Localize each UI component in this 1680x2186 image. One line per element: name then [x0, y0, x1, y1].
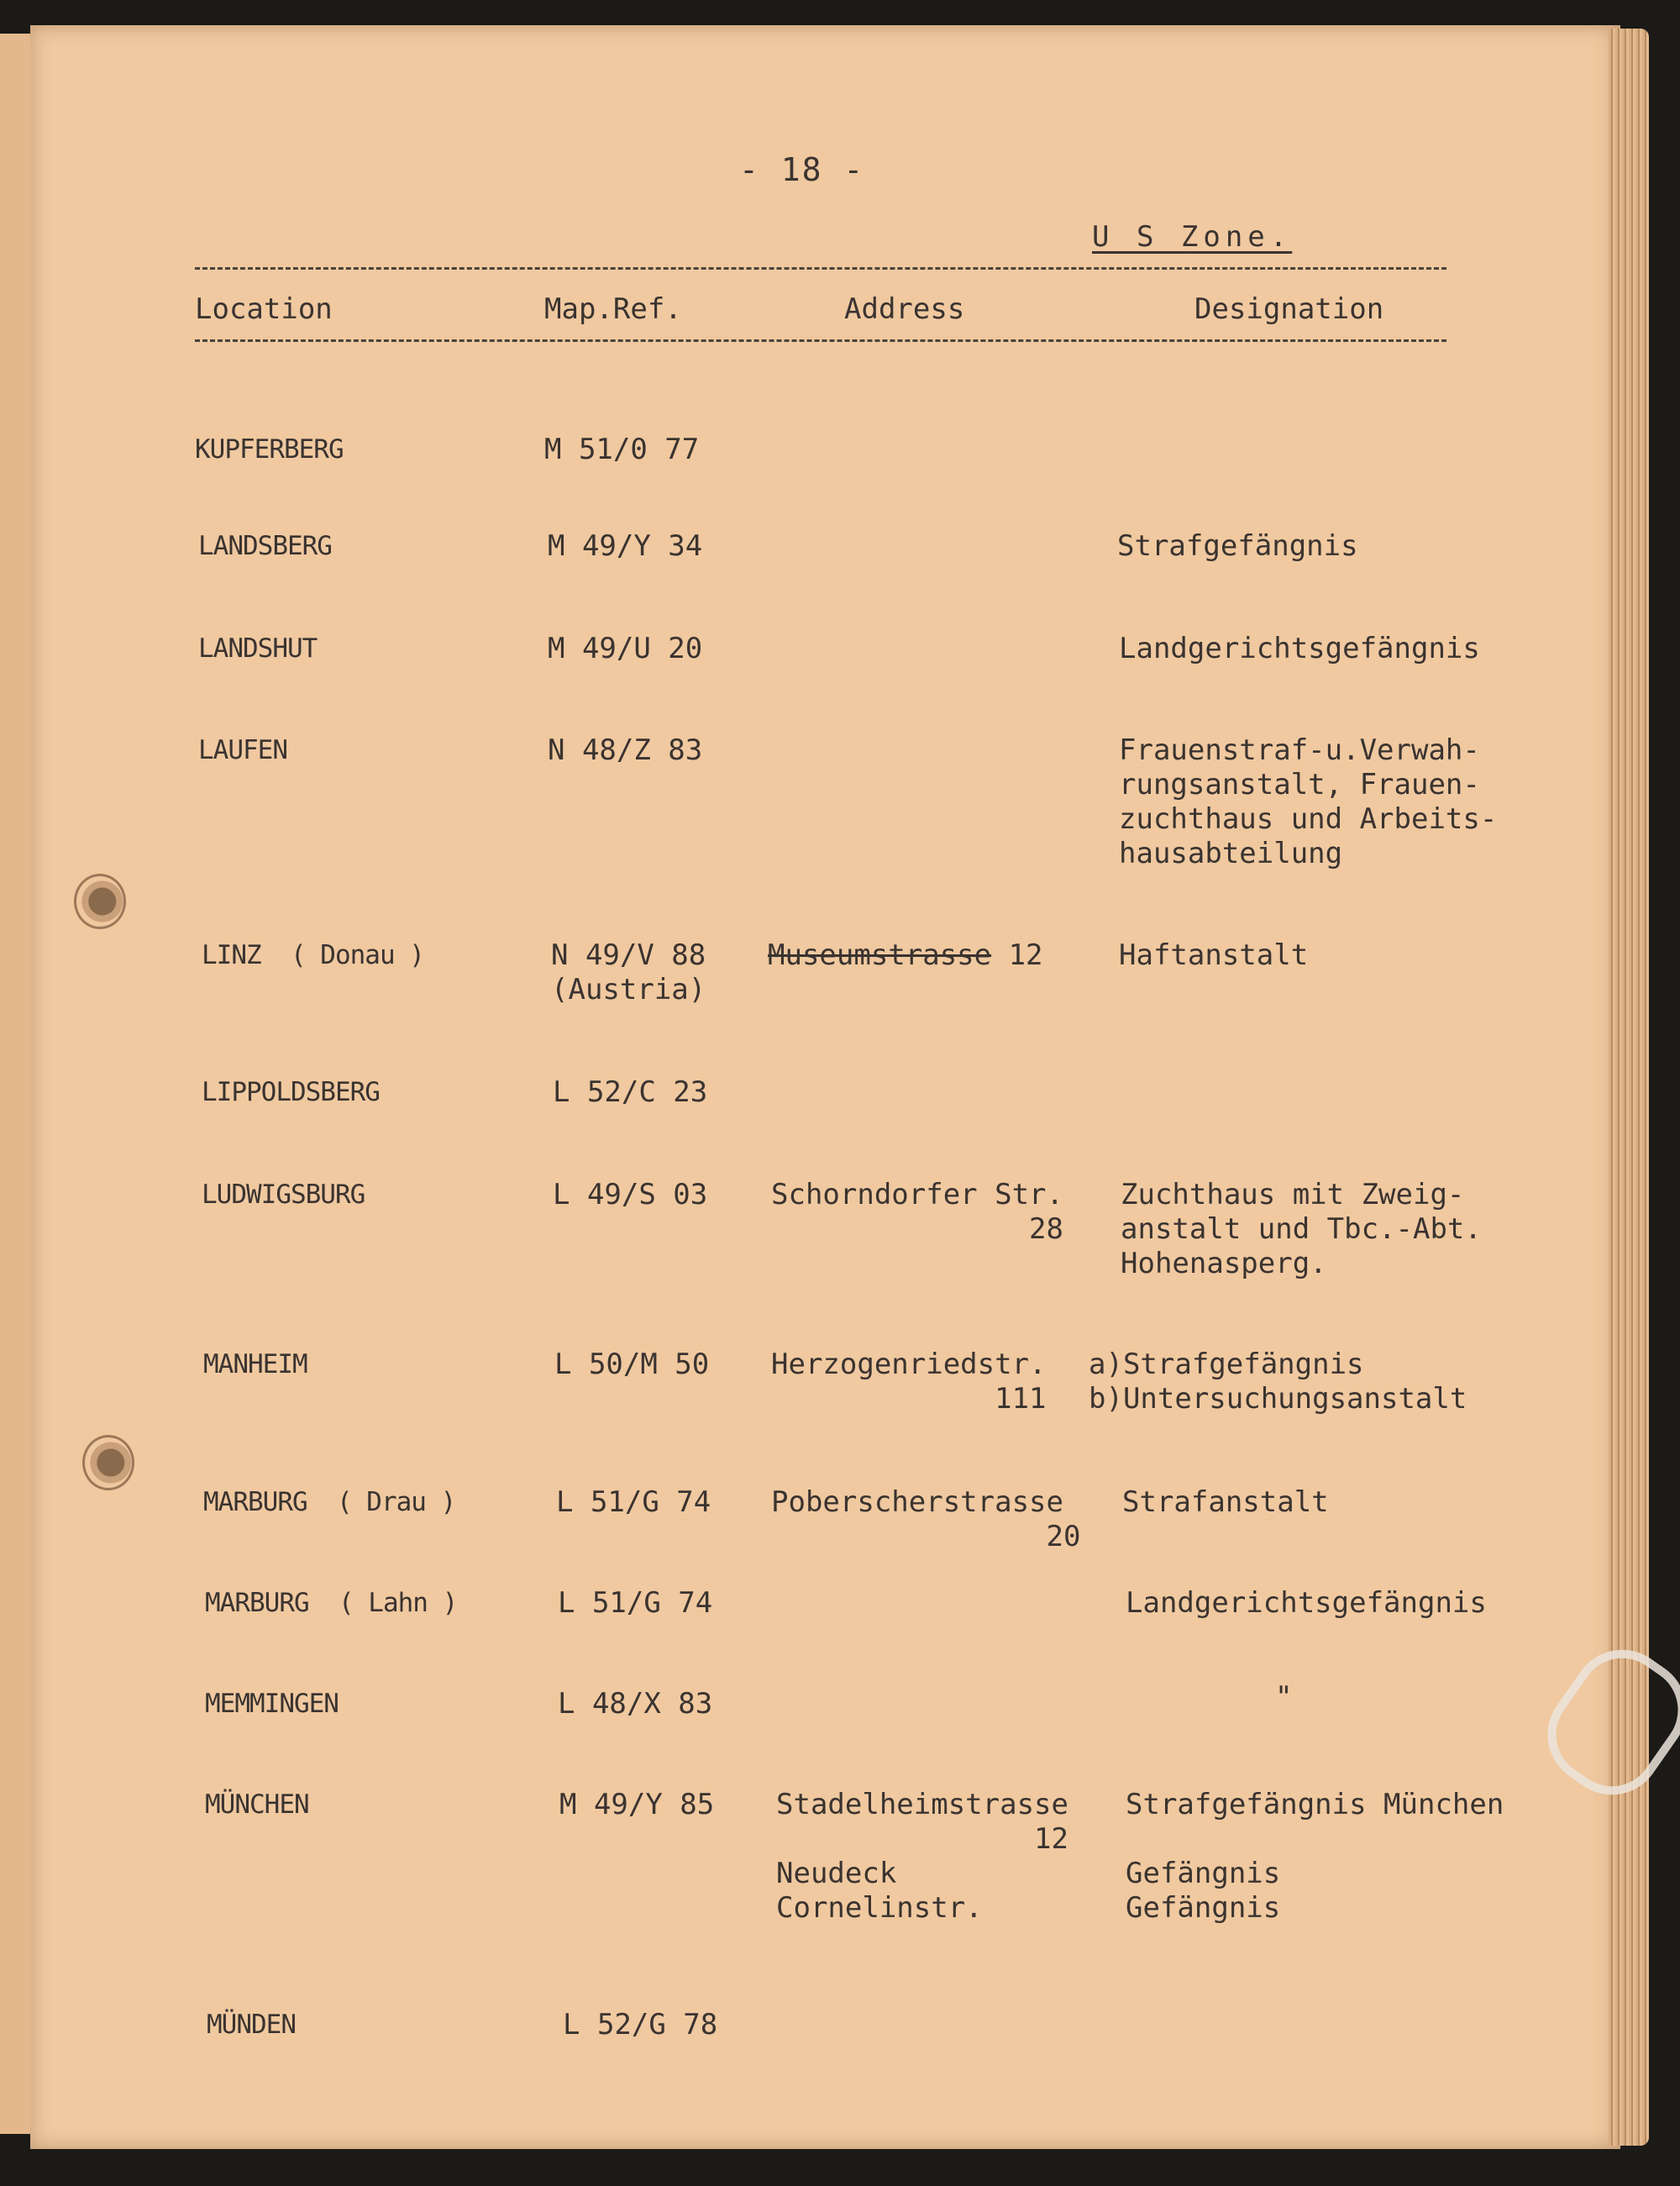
zone-label: U S Zone. [1092, 220, 1293, 254]
row-map-ref: M 49/Y 85 [559, 1788, 715, 1821]
page-number: - 18 - [739, 151, 865, 188]
row-address [768, 938, 1043, 973]
row-map-ref: L 52/C 23 [553, 1075, 708, 1109]
row-location: MÜNDEN [207, 2010, 296, 2040]
row-location: KUPFERBERG [195, 434, 344, 465]
header-address: Address [844, 292, 965, 326]
header-rule-bottom [195, 339, 1446, 342]
row-map-ref: L 48/X 83 [558, 1687, 713, 1721]
row-location: LUDWIGSBURG [202, 1180, 365, 1210]
row-map-ref: M 51/0 77 [544, 433, 700, 466]
row-map-ref: M 49/Y 34 [548, 529, 703, 563]
row-designation: Landgerichtsgefängnis [1119, 632, 1480, 665]
row-designation: Haftanstalt [1119, 938, 1309, 972]
row-designation-ditto: " [1275, 1680, 1293, 1714]
row-location: LANDSBERG [198, 531, 332, 561]
row-location: MANHEIM [203, 1349, 307, 1379]
row-designation: a)Strafgefängnis b)Untersuchungsanstalt [1089, 1348, 1467, 1416]
header-rule-top [195, 267, 1446, 270]
header-map-ref: Map.Ref. [544, 292, 682, 326]
page-stack-edges [1609, 29, 1649, 2146]
row-map-ref: L 51/G 74 [556, 1485, 711, 1519]
struck-address: Museumstrasse [768, 938, 992, 972]
row-location: MARBURG ( Drau ) [203, 1487, 456, 1517]
row-address: Poberscherstrasse 20 [771, 1485, 1081, 1553]
row-map-ref: M 49/U 20 [548, 632, 703, 665]
row-location: LIPPOLDSBERG [202, 1077, 380, 1107]
row-address: Herzogenriedstr. 111 [771, 1348, 1047, 1416]
row-map-ref: L 50/M 50 [554, 1348, 710, 1381]
row-designation: Strafgefängnis München Gefängnis Gefängnis [1126, 1788, 1504, 1925]
binder-hole-bottom [82, 1435, 134, 1490]
row-map-ref: N 48/Z 83 [548, 733, 703, 767]
previous-page-edge [0, 34, 32, 2134]
address-number: 12 [991, 938, 1043, 972]
row-location: MARBURG ( Lahn ) [205, 1588, 458, 1618]
header-designation: Designation [1194, 292, 1384, 326]
row-location: MÜNCHEN [205, 1789, 309, 1820]
row-location: LAUFEN [198, 735, 287, 765]
row-map-ref: L 52/G 78 [563, 2008, 718, 2041]
row-designation: Strafanstalt [1122, 1485, 1329, 1519]
row-map-ref: L 49/S 03 [553, 1178, 708, 1211]
row-address: Stadelheimstrasse 12 Neudeck Cornelinstr. [776, 1788, 1068, 1925]
row-designation: Landgerichtsgefängnis [1126, 1586, 1487, 1620]
row-map-ref: L 51/G 74 [558, 1586, 713, 1620]
header-location: Location [195, 292, 333, 326]
row-designation: Frauenstraf-u.Verwah- rungsanstalt, Frauen- zuchthaus und Arbeits- hausabteilung [1119, 733, 1498, 870]
row-designation: Zuchthaus mit Zweig- anstalt und Tbc.-Abt. Hohenasperg. [1121, 1178, 1482, 1280]
row-location: LINZ ( Donau ) [202, 940, 424, 970]
row-location: MEMMINGEN [205, 1689, 339, 1719]
row-address: Schorndorfer Str. 28 [771, 1178, 1063, 1246]
row-designation: Strafgefängnis [1117, 529, 1358, 563]
row-location: LANDSHUT [198, 633, 318, 664]
row-map-ref: N 49/V 88 (Austria) [551, 938, 706, 1006]
binder-hole-top [74, 874, 126, 929]
